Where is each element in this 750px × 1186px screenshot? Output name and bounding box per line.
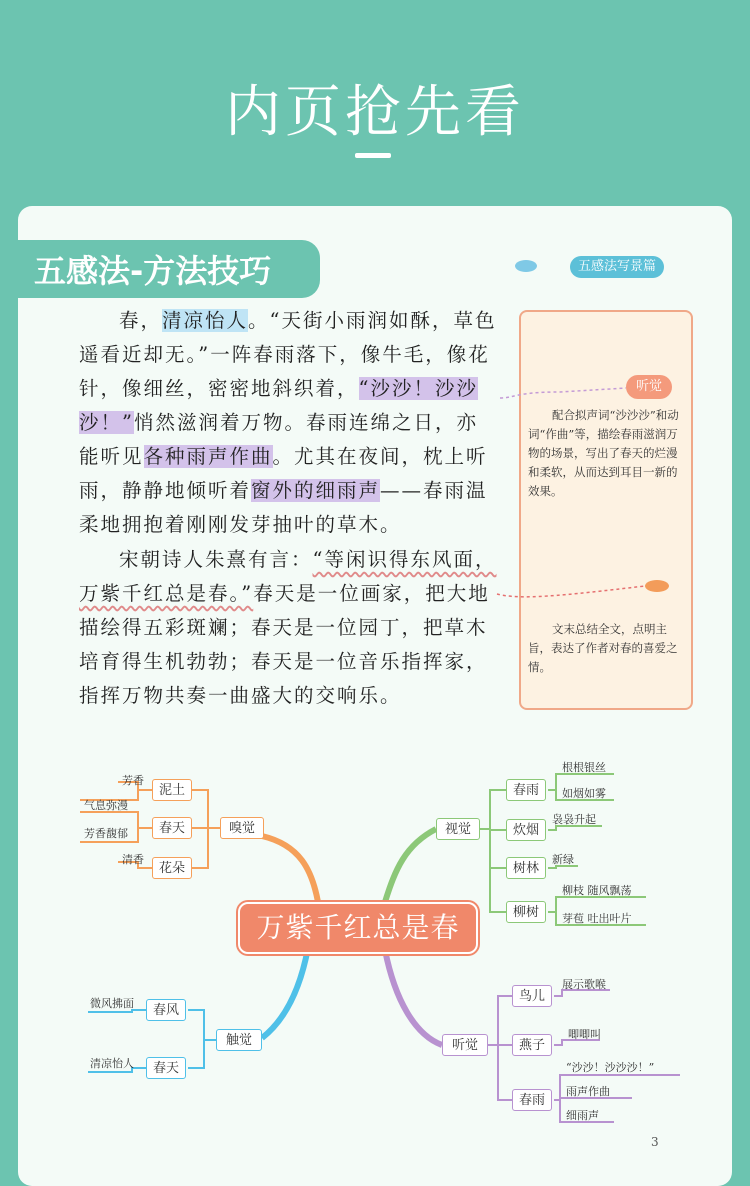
branch-touch: 触觉 bbox=[216, 1029, 262, 1051]
sight-leaf-6: 芽苞 吐出叶片 bbox=[562, 912, 632, 925]
sense-tag-hearing: 听觉 bbox=[626, 375, 672, 399]
touch-node-spring: 春天 bbox=[146, 1057, 186, 1079]
smell-node-soil: 泥土 bbox=[152, 779, 192, 801]
smell-leaf-2: 气息弥漫 bbox=[84, 799, 128, 812]
branch-hearing: 听觉 bbox=[442, 1034, 488, 1056]
p1-text-e: 悄然滋润着万物。春雨连绵之日，亦能听见 bbox=[79, 411, 478, 468]
hearing-node-bird: 鸟儿 bbox=[512, 985, 552, 1007]
p1-highlight-cool: 清凉怡人 bbox=[162, 309, 249, 332]
p1-text-g: 。尤其在夜间，枕上听雨，静静地倾听着 bbox=[79, 445, 488, 502]
p1-text-a: 春， bbox=[119, 309, 163, 332]
touch-leaf-2: 清凉怡人 bbox=[90, 1057, 134, 1070]
page-number: 3 bbox=[651, 1135, 659, 1149]
hearing-leaf-2: 唧唧叫 bbox=[568, 1028, 601, 1041]
page-title: 内页抢先看 bbox=[225, 80, 525, 145]
p2-text-c: 春天是一位画家，把大地描绘得五彩斑斓；春天是一位园丁，把草木培育得生机勃勃；春天是一位音乐指挥家，指挥万物共奏一曲盛大的交响乐。 bbox=[79, 582, 490, 707]
branch-sight: 视觉 bbox=[436, 818, 480, 840]
p2-quote: “等闲识得东风面，万紫千红总是春。” bbox=[79, 548, 497, 605]
hearing-leaf-1: 展示歌喉 bbox=[562, 978, 606, 991]
hearing-node-rain: 春雨 bbox=[512, 1089, 552, 1111]
smell-leaf-1: 芳香 bbox=[122, 774, 144, 787]
sight-node-woods: 树林 bbox=[506, 857, 546, 879]
mindmap-center: 万紫千红总是春 bbox=[238, 902, 478, 954]
smell-node-spring: 春天 bbox=[152, 817, 192, 839]
touch-leaf-1: 微风拂面 bbox=[90, 997, 134, 1010]
sight-leaf-4: 新绿 bbox=[552, 853, 574, 866]
hearing-leaf-3: “沙沙！沙沙沙！” bbox=[566, 1061, 655, 1074]
sight-node-willow: 柳树 bbox=[506, 901, 546, 923]
p1-highlight-onomatopoeia: “沙沙！沙沙沙！” bbox=[79, 377, 478, 434]
smell-node-flower: 花朵 bbox=[152, 857, 192, 879]
smell-leaf-3: 芳香馥郁 bbox=[84, 827, 128, 840]
p2-text-a: 宋朝诗人朱熹有言： bbox=[119, 548, 313, 571]
hearing-leaf-4: 雨声作曲 bbox=[566, 1085, 610, 1098]
sight-leaf-2: 如烟如雾 bbox=[562, 787, 606, 800]
section-title: 五感法-方法技巧 bbox=[34, 252, 272, 290]
sight-leaf-3: 袅袅升起 bbox=[552, 813, 596, 826]
series-badge: 五感法写景篇 bbox=[570, 256, 664, 278]
annotation-1: 配合拟声词“沙沙沙”和动词“作曲”等，描绘春雨滋润万物的场景，写出了春天的烂漫和柔软，从而达到耳目一新的效果。 bbox=[528, 408, 679, 498]
sight-node-rain: 春雨 bbox=[506, 779, 546, 801]
sight-leaf-5: 柳枝 随风飘荡 bbox=[562, 884, 632, 897]
hearing-node-swallow: 燕子 bbox=[512, 1034, 552, 1056]
hearing-leaf-5: 细雨声 bbox=[566, 1109, 599, 1122]
p1-highlight-rain-sound: 窗外的细雨声 bbox=[251, 479, 381, 502]
p1-text-i: ——春雨温柔地拥抱着刚刚发芽抽叶的草木。 bbox=[79, 479, 488, 536]
sight-node-smoke: 炊烟 bbox=[506, 819, 546, 841]
branch-smell: 嗅觉 bbox=[220, 817, 264, 839]
p1-highlight-rain-music: 各种雨声作曲 bbox=[143, 445, 273, 468]
sight-leaf-1: 根根银丝 bbox=[562, 761, 606, 774]
touch-node-wind: 春风 bbox=[146, 999, 186, 1021]
annotation-2: 文末总结全文，点明主旨，表达了作者对春的喜爱之情。 bbox=[528, 622, 678, 674]
p1-text-c: 。“天街小雨润如酥，草色遥看近却无。”一阵春雨落下，像牛毛，像花针，像细丝，密密地斜织着， bbox=[79, 309, 497, 400]
smell-leaf-4: 清香 bbox=[122, 853, 144, 866]
